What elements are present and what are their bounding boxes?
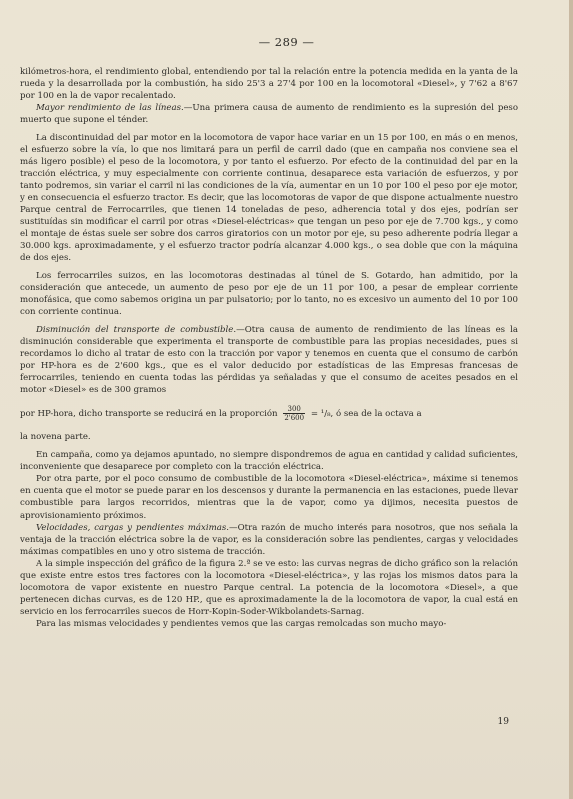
equation-prefix: por HP-hora, dicho transporte se reducirá en la proporción xyxy=(20,409,278,420)
paragraph-end: la novena parte. xyxy=(20,432,91,443)
paragraph-text: —Una primera causa de aumento de rendimiento es la supresión del peso muerto que supone el ténder. xyxy=(20,103,518,126)
paragraph-consumo: Por otra parte, por el poco consumo de combustible de la locomotora «Diesel-eléctrica», máxime si tenemos en cuenta que el motor se puede parar en los descensos y durante la permanencia en las estaciones, puede llevar combustible para largos recorridos, mientras que la de vapor, como ya dijimos, necesita puestos de aprovisionamiento próximos. xyxy=(20,474,518,521)
fraction xyxy=(283,405,305,422)
paragraph-campana: En campaña, como ya dejamos apuntado, no siempre dispondremos de agua en cantidad y calidad suficientes, inconveniente que desaparece por completo con la tracción eléctrica. xyxy=(20,450,518,473)
paragraph-velocidades xyxy=(20,522,518,558)
fraction-numerator: 300 xyxy=(283,405,305,414)
paragraph-par-motor: La discontinuidad del par motor en la locomotora de vapor hace variar en un 15 por 100, en más o en menos, el esfuerzo sobre la vía, lo que nos limitará para un perfil de carril dado (que en campaña nos conviene sea el más ligero posible) el peso de la locomotora, y por tanto el esfuerzo. Por efecto de la continuidad del par en la tracción eléctrica, y muy especialmente con corriente continua, desaparece esta variación de esfuerzos, y por tanto podremos, sin variar el carril ni las condiciones de la vía, aumentar en un 10 por 100 el peso por eje motor, y en consecuencia el esfuerzo tractor. Es decir, que las locomotoras de vapor de que dispone actualmente nuestro Parque central de Ferrocarriles, que tienen 14 toneladas de peso, adherencia total y dos ejes, podrían ser sustituídas sin modificar el carril por otras «Diesel-eléctricas» que tengan un peso por eje de 7.700 kgs., y como el montaje de éstas suele ser sobre dos carros giratorios con un motor por eje, su peso adherente podría llegar a 30.000 kgs. aproximadamente, y el esfuerzo tractor podría alcanzar 4.000 kgs., o sea doble que con la máquina de dos ejes. xyxy=(20,133,518,264)
paragraph-grafico: A la simple inspección del gráfico de la figura 2.ª se ve esto: las curvas negras de dicho gráfico son la relación que existe entre estos tres factores con la locomotora «Diesel-eléctrica», y las rojas los mismos datos para la locomotora de vapor existente en nuestro Parque central. La potencia de la locomotora «Diesel», a que pertenecen dichas curvas, es de 120 HP., que es aproximadamente la de la locomotora de vapor, la cual está en servicio en los ferrocarriles suecos de Horr-Kopin-Soder-Wikbolandets-Sarnag. xyxy=(20,558,518,617)
equation-line xyxy=(20,405,518,422)
fraction-denominator: 2'600 xyxy=(284,414,305,423)
paragraph-text: —Otra razón de mucho interés para nosotros, que nos señala la ventaja de la tracción eléctrica sobre la de vapor, es la consideración sobre las pendientes, cargas y velocidades máximas compatibles en uno y otro sistema de tracción. xyxy=(20,522,518,557)
page-body xyxy=(20,66,518,630)
section-heading-rendimiento: Mayor rendimiento de las líneas. xyxy=(36,103,184,114)
paragraph-suizos: Los ferrocarriles suizos, en las locomotoras destinadas al túnel de S. Gotardo, han admitido, por la consideración que antecede, un aumento de peso por eje de un 11 por 100, a pesar de emplear corriente monofásica, que como sabemos origina un par pulsatorio; por lo tanto, no es excesivo un aumento del 10 por 100 con corriente continua. xyxy=(20,271,518,318)
paragraph-tender xyxy=(20,102,518,126)
paragraph-text: —Otra causa de aumento de rendimiento de las líneas es la disminución considerable que experimenta el transporte de combustible para las propias necesidades, pues si recordamos lo dicho al tratar de esto con la tracción por vapor y tenemos en cuenta que el consumo de carbón por HP-hora es de 2'600 kgs., que es el valor deducido por estadísticas de las Empresas francesas de ferrocarriles, teniendo en cuenta todas las pérdidas ya señaladas y que el consumo de aceites pesados en el motor «Diesel» es de 300 gramos xyxy=(20,325,518,396)
paragraph-continuation: kilómetros-hora, el rendimiento global, entendiendo por tal la relación entre la potencia medida en la yanta de la rueda y la desarrollada por la combustión, ha sido 25'3 a 27'4 por 100 en la locomotoral «Diesel», y 7'62 a 8'67 por 100 en la de vapor recalentado. xyxy=(20,67,518,102)
section-heading-velocidades: Velocidades, cargas y pendientes máximas. xyxy=(36,522,230,533)
section-heading-combustible: Disminución del transporte de combustible. xyxy=(36,325,237,336)
page-number: — 289 — xyxy=(258,35,315,49)
signature-mark: 19 xyxy=(497,717,509,727)
paragraph-combustible xyxy=(20,324,518,396)
equation-suffix: = ¹/₈, ó sea de la octava a xyxy=(310,409,422,420)
paragraph-cargas: Para las mismas velocidades y pendientes vemos que las cargas remolcadas son mucho mayo- xyxy=(36,618,447,629)
